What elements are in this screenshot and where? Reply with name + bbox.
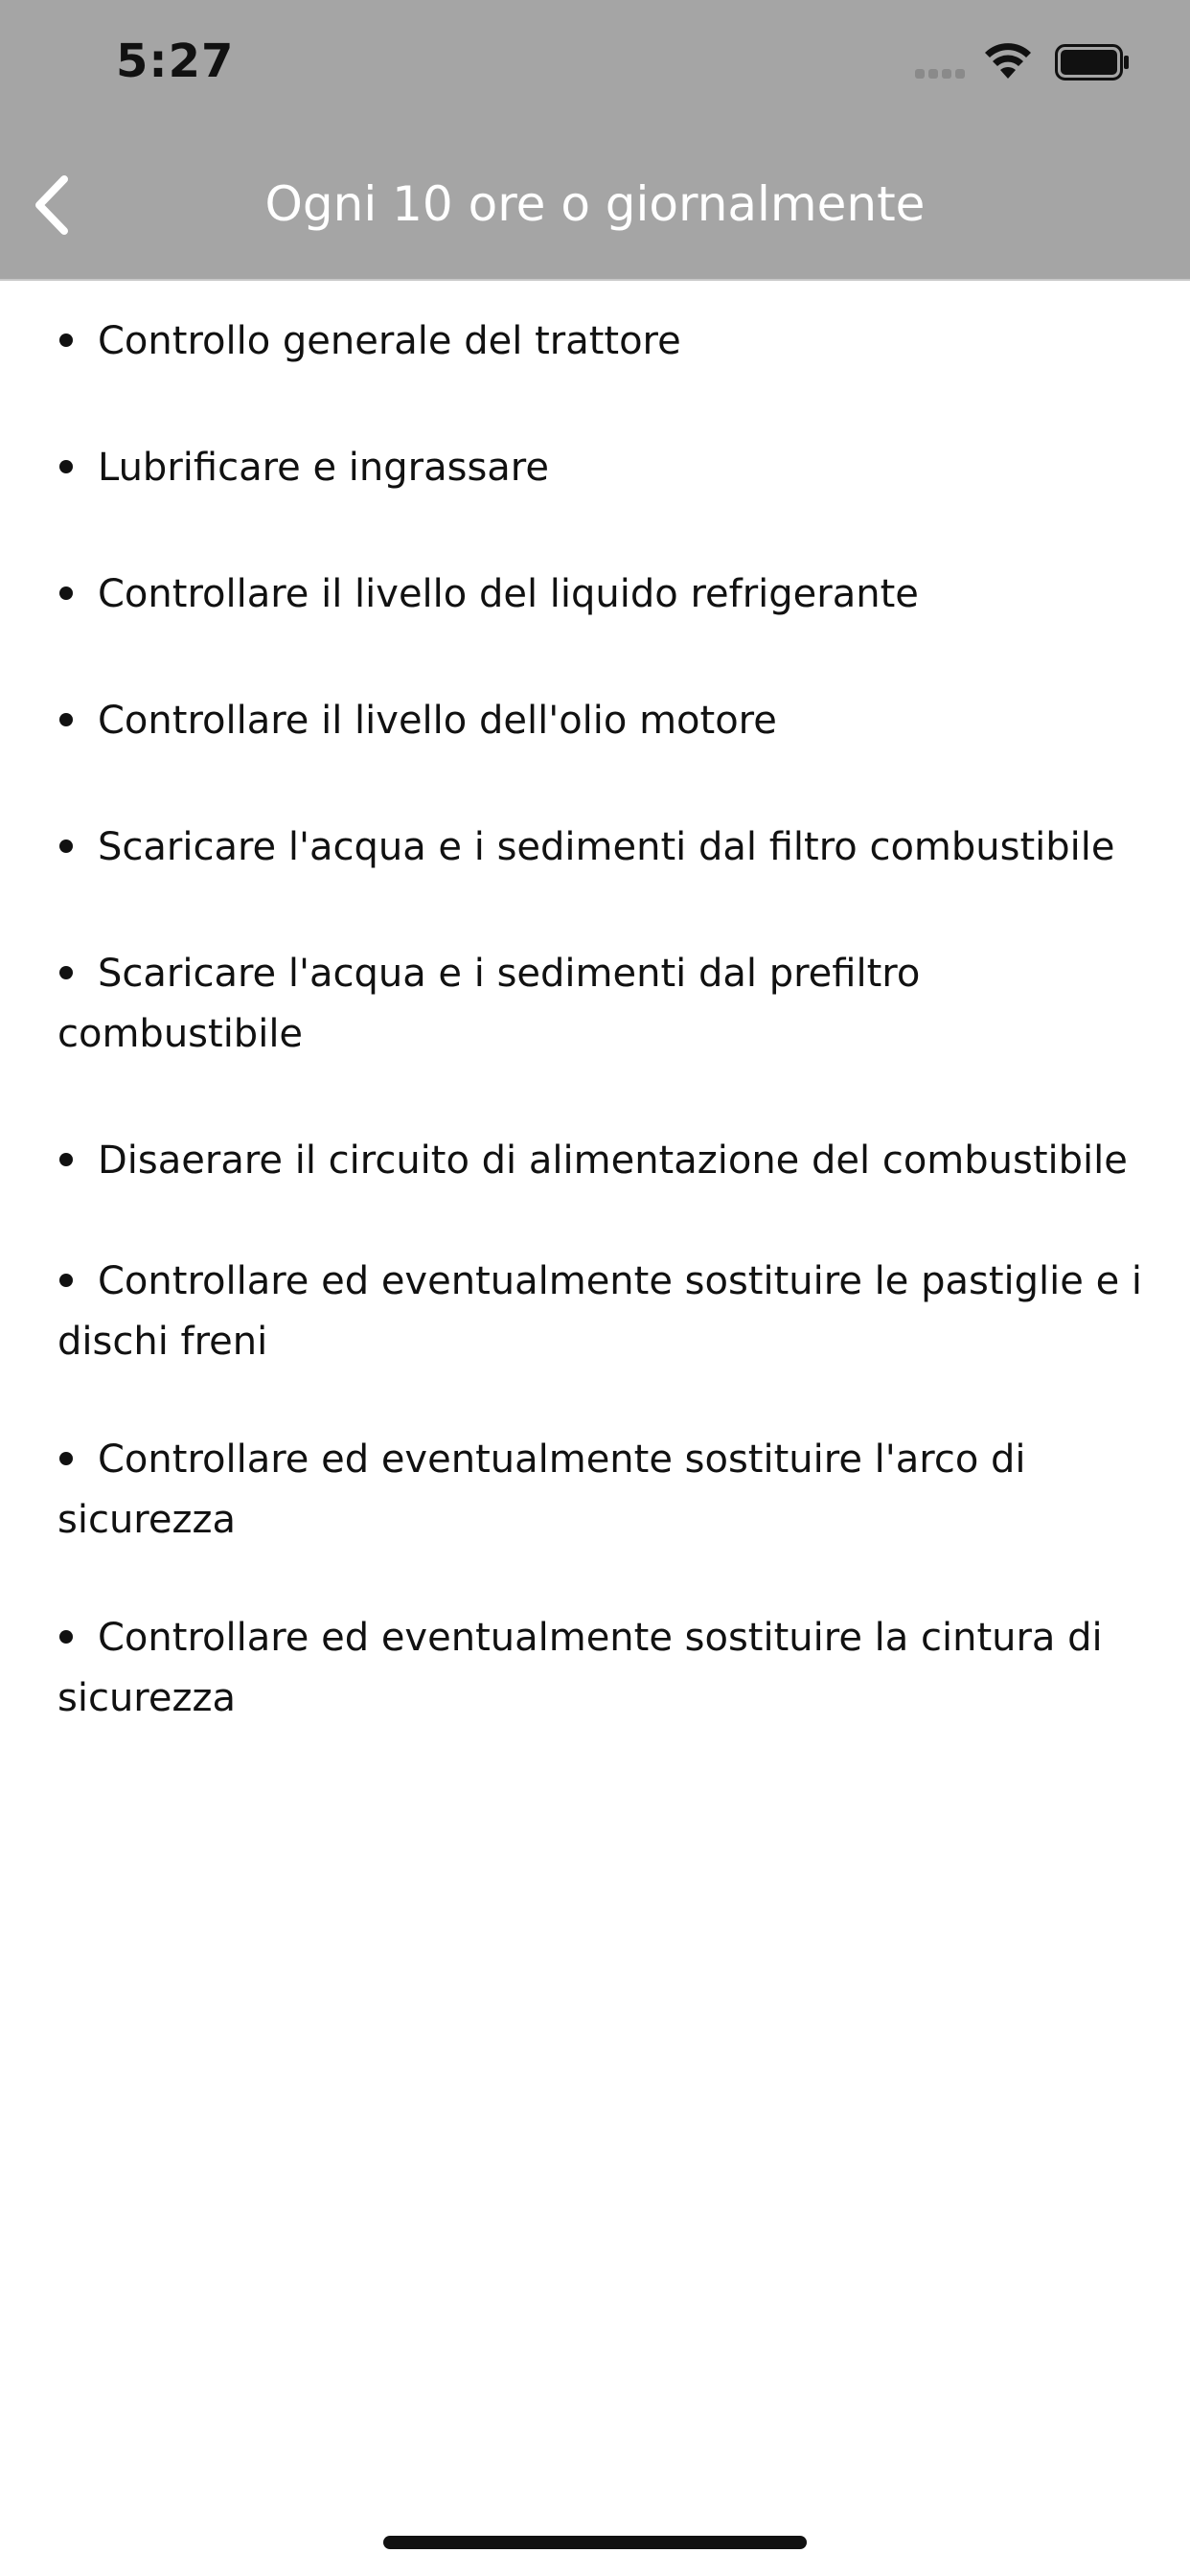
status-time: 5:27 xyxy=(116,34,235,88)
bullet-icon xyxy=(59,1630,73,1644)
status-icons xyxy=(915,42,1135,84)
back-button[interactable] xyxy=(17,169,84,242)
chevron-left-icon xyxy=(30,173,72,237)
list-item-text: Scaricare l'acqua e i sedimenti dal prefiltro combustibile xyxy=(57,952,921,1056)
list-item xyxy=(57,311,1150,372)
list-item xyxy=(57,1608,1150,1729)
list-item xyxy=(57,691,1150,751)
list-item-text: Controllare ed eventualmente sostituire le pastiglie e i dischi freni xyxy=(57,1259,1142,1364)
list-item xyxy=(57,1430,1150,1551)
maintenance-list xyxy=(57,281,1150,1729)
list-item-text: Controllare ed eventualmente sostituire l'arco di sicurezza xyxy=(57,1438,1026,1542)
list-item-text: Controllare il livello del liquido refrigerante xyxy=(98,572,919,616)
bullet-icon xyxy=(59,1452,73,1465)
bullet-icon xyxy=(59,840,73,853)
list-item-text: Controllare ed eventualmente sostituire la cintura di sicurezza xyxy=(57,1616,1103,1720)
list-item xyxy=(57,438,1150,498)
list-item xyxy=(57,817,1150,878)
bullet-icon xyxy=(59,460,73,473)
bullet-icon xyxy=(59,713,73,726)
list-item xyxy=(57,1131,1150,1191)
bullet-icon xyxy=(59,1274,73,1287)
list-item xyxy=(57,944,1150,1065)
navigation-bar xyxy=(0,0,1190,281)
battery-icon xyxy=(1055,44,1130,80)
signal-dots-icon xyxy=(915,69,969,80)
bullet-icon xyxy=(59,966,73,979)
list-item-text: Lubrificare e ingrassare xyxy=(98,446,549,490)
wifi-icon xyxy=(983,42,1033,80)
bullet-icon xyxy=(59,586,73,600)
page-title: Ogni 10 ore o giornalmente xyxy=(264,176,926,232)
list-item xyxy=(57,1252,1150,1372)
list-item-text: Scaricare l'acqua e i sedimenti dal filtro combustibile xyxy=(98,825,1115,869)
list-item xyxy=(57,564,1150,625)
list-item-text: Disaerare il circuito di alimentazione del combustibile xyxy=(98,1138,1128,1183)
bullet-icon xyxy=(59,334,73,347)
bullet-icon xyxy=(59,1153,73,1166)
home-indicator[interactable] xyxy=(383,2536,807,2549)
list-item-text: Controllo generale del trattore xyxy=(98,319,681,363)
list-item-text: Controllare il livello dell'olio motore xyxy=(98,699,777,743)
